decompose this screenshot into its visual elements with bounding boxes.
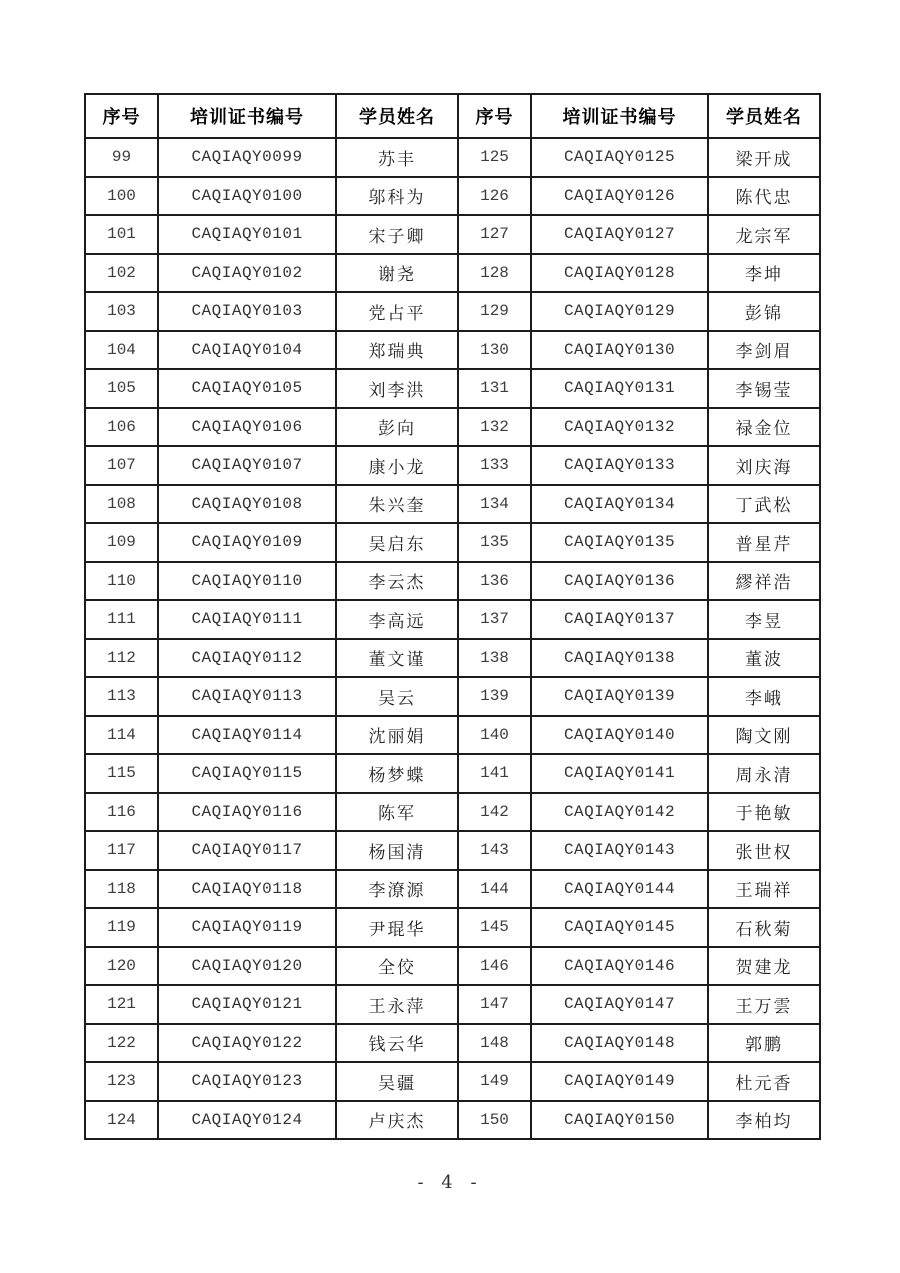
cell-serial-right: 144 bbox=[458, 870, 531, 909]
cell-name-right: 石秋菊 bbox=[708, 908, 820, 947]
cell-name-left: 李云杰 bbox=[336, 562, 458, 601]
cell-name-left: 钱云华 bbox=[336, 1024, 458, 1063]
table-row bbox=[85, 562, 820, 601]
cell-name-right: 李剑眉 bbox=[708, 331, 820, 370]
cell-serial-left: 106 bbox=[85, 408, 158, 447]
table-row bbox=[85, 177, 820, 216]
table-row bbox=[85, 446, 820, 485]
cell-serial-right: 139 bbox=[458, 677, 531, 716]
cell-serial-left: 120 bbox=[85, 947, 158, 986]
cell-name-left: 董文谨 bbox=[336, 639, 458, 678]
cell-serial-left: 108 bbox=[85, 485, 158, 524]
cell-cert-right: CAQIAQY0135 bbox=[531, 523, 708, 562]
cell-name-right: 刘庆海 bbox=[708, 446, 820, 485]
cell-serial-right: 137 bbox=[458, 600, 531, 639]
table-body bbox=[85, 138, 820, 1139]
cell-name-right: 杜元香 bbox=[708, 1062, 820, 1101]
table-row bbox=[85, 331, 820, 370]
table-row bbox=[85, 523, 820, 562]
cell-serial-right: 127 bbox=[458, 215, 531, 254]
cell-cert-left: CAQIAQY0112 bbox=[158, 639, 336, 678]
cell-name-right: 李昱 bbox=[708, 600, 820, 639]
cell-serial-right: 125 bbox=[458, 138, 531, 177]
cell-serial-left: 100 bbox=[85, 177, 158, 216]
cell-name-right: 陈代忠 bbox=[708, 177, 820, 216]
cell-serial-right: 132 bbox=[458, 408, 531, 447]
cell-name-right: 周永清 bbox=[708, 754, 820, 793]
cell-name-left: 朱兴奎 bbox=[336, 485, 458, 524]
cell-name-left: 吴启东 bbox=[336, 523, 458, 562]
cell-cert-right: CAQIAQY0134 bbox=[531, 485, 708, 524]
table-row bbox=[85, 485, 820, 524]
cell-serial-right: 126 bbox=[458, 177, 531, 216]
cell-cert-left: CAQIAQY0105 bbox=[158, 369, 336, 408]
cell-cert-right: CAQIAQY0139 bbox=[531, 677, 708, 716]
cell-serial-left: 112 bbox=[85, 639, 158, 678]
cell-cert-right: CAQIAQY0149 bbox=[531, 1062, 708, 1101]
cell-name-right: 张世权 bbox=[708, 831, 820, 870]
cell-serial-right: 131 bbox=[458, 369, 531, 408]
table-row bbox=[85, 369, 820, 408]
header-name-right: 学员姓名 bbox=[708, 94, 820, 138]
cell-serial-right: 146 bbox=[458, 947, 531, 986]
cell-name-left: 沈丽娟 bbox=[336, 716, 458, 755]
cell-cert-right: CAQIAQY0141 bbox=[531, 754, 708, 793]
cell-serial-right: 129 bbox=[458, 292, 531, 331]
cell-serial-left: 124 bbox=[85, 1101, 158, 1140]
cell-name-right: 丁武松 bbox=[708, 485, 820, 524]
cell-name-right: 陶文刚 bbox=[708, 716, 820, 755]
cell-serial-left: 123 bbox=[85, 1062, 158, 1101]
cell-name-left: 尹琨华 bbox=[336, 908, 458, 947]
cell-serial-left: 119 bbox=[85, 908, 158, 947]
table-row bbox=[85, 1062, 820, 1101]
cell-name-left: 杨国清 bbox=[336, 831, 458, 870]
cell-cert-left: CAQIAQY0113 bbox=[158, 677, 336, 716]
cell-name-right: 于艳敏 bbox=[708, 793, 820, 832]
cell-serial-left: 102 bbox=[85, 254, 158, 293]
cell-serial-left: 115 bbox=[85, 754, 158, 793]
cell-serial-left: 109 bbox=[85, 523, 158, 562]
cell-cert-left: CAQIAQY0101 bbox=[158, 215, 336, 254]
cell-cert-right: CAQIAQY0138 bbox=[531, 639, 708, 678]
table-row bbox=[85, 408, 820, 447]
cell-cert-right: CAQIAQY0148 bbox=[531, 1024, 708, 1063]
cell-name-right: 董波 bbox=[708, 639, 820, 678]
cell-cert-left: CAQIAQY0116 bbox=[158, 793, 336, 832]
table-row bbox=[85, 677, 820, 716]
table-header bbox=[85, 94, 820, 138]
header-serial-right: 序号 bbox=[458, 94, 531, 138]
cell-name-right: 李柏均 bbox=[708, 1101, 820, 1140]
cell-cert-left: CAQIAQY0117 bbox=[158, 831, 336, 870]
cell-serial-right: 138 bbox=[458, 639, 531, 678]
cell-cert-left: CAQIAQY0099 bbox=[158, 138, 336, 177]
cell-cert-right: CAQIAQY0132 bbox=[531, 408, 708, 447]
cell-cert-left: CAQIAQY0100 bbox=[158, 177, 336, 216]
cell-cert-left: CAQIAQY0114 bbox=[158, 716, 336, 755]
cell-name-left: 王永萍 bbox=[336, 985, 458, 1024]
header-cert-left: 培训证书编号 bbox=[158, 94, 336, 138]
table-row bbox=[85, 292, 820, 331]
cell-cert-right: CAQIAQY0136 bbox=[531, 562, 708, 601]
cell-serial-left: 101 bbox=[85, 215, 158, 254]
cell-cert-left: CAQIAQY0103 bbox=[158, 292, 336, 331]
cell-serial-left: 111 bbox=[85, 600, 158, 639]
cell-serial-left: 110 bbox=[85, 562, 158, 601]
cell-cert-right: CAQIAQY0129 bbox=[531, 292, 708, 331]
cell-cert-left: CAQIAQY0110 bbox=[158, 562, 336, 601]
cell-name-right: 王万雲 bbox=[708, 985, 820, 1024]
table-row bbox=[85, 1101, 820, 1140]
cell-serial-right: 140 bbox=[458, 716, 531, 755]
cell-cert-left: CAQIAQY0104 bbox=[158, 331, 336, 370]
cell-cert-right: CAQIAQY0143 bbox=[531, 831, 708, 870]
table-row bbox=[85, 254, 820, 293]
cell-name-right: 贺建龙 bbox=[708, 947, 820, 986]
cell-cert-left: CAQIAQY0119 bbox=[158, 908, 336, 947]
header-name-left: 学员姓名 bbox=[336, 94, 458, 138]
cell-name-right: 繆祥浩 bbox=[708, 562, 820, 601]
cell-cert-right: CAQIAQY0146 bbox=[531, 947, 708, 986]
cell-serial-right: 133 bbox=[458, 446, 531, 485]
cell-name-left: 卢庆杰 bbox=[336, 1101, 458, 1140]
cell-cert-right: CAQIAQY0133 bbox=[531, 446, 708, 485]
table-row bbox=[85, 908, 820, 947]
cell-serial-right: 142 bbox=[458, 793, 531, 832]
table-row bbox=[85, 985, 820, 1024]
cell-name-left: 全佼 bbox=[336, 947, 458, 986]
cell-serial-right: 135 bbox=[458, 523, 531, 562]
cell-serial-left: 99 bbox=[85, 138, 158, 177]
cell-serial-left: 105 bbox=[85, 369, 158, 408]
table-row bbox=[85, 1024, 820, 1063]
cell-serial-right: 150 bbox=[458, 1101, 531, 1140]
cell-cert-right: CAQIAQY0145 bbox=[531, 908, 708, 947]
cell-name-right: 李坤 bbox=[708, 254, 820, 293]
cell-serial-right: 136 bbox=[458, 562, 531, 601]
table-row bbox=[85, 870, 820, 909]
table-row bbox=[85, 639, 820, 678]
cell-name-right: 普星芹 bbox=[708, 523, 820, 562]
table-row bbox=[85, 138, 820, 177]
cell-serial-left: 103 bbox=[85, 292, 158, 331]
cell-serial-right: 141 bbox=[458, 754, 531, 793]
cell-cert-left: CAQIAQY0111 bbox=[158, 600, 336, 639]
cell-name-left: 李高远 bbox=[336, 600, 458, 639]
cell-serial-left: 113 bbox=[85, 677, 158, 716]
cell-serial-left: 122 bbox=[85, 1024, 158, 1063]
cell-name-right: 龙宗军 bbox=[708, 215, 820, 254]
cell-cert-right: CAQIAQY0131 bbox=[531, 369, 708, 408]
table-row bbox=[85, 947, 820, 986]
cell-cert-right: CAQIAQY0147 bbox=[531, 985, 708, 1024]
cell-serial-left: 121 bbox=[85, 985, 158, 1024]
header-cert-right: 培训证书编号 bbox=[531, 94, 708, 138]
table-row bbox=[85, 716, 820, 755]
cell-name-left: 宋子卿 bbox=[336, 215, 458, 254]
cell-cert-right: CAQIAQY0137 bbox=[531, 600, 708, 639]
certificate-roster-table bbox=[84, 93, 821, 1140]
cell-name-right: 彭锦 bbox=[708, 292, 820, 331]
cell-cert-left: CAQIAQY0102 bbox=[158, 254, 336, 293]
table-header-row bbox=[85, 94, 820, 138]
cell-serial-right: 130 bbox=[458, 331, 531, 370]
cell-serial-right: 149 bbox=[458, 1062, 531, 1101]
cell-cert-right: CAQIAQY0128 bbox=[531, 254, 708, 293]
table-row bbox=[85, 831, 820, 870]
cell-serial-left: 107 bbox=[85, 446, 158, 485]
cell-name-right: 王瑞祥 bbox=[708, 870, 820, 909]
cell-serial-right: 134 bbox=[458, 485, 531, 524]
table-row bbox=[85, 793, 820, 832]
page-number: - 4 - bbox=[417, 1172, 483, 1193]
cell-name-right: 李锡莹 bbox=[708, 369, 820, 408]
table-row bbox=[85, 215, 820, 254]
table-row bbox=[85, 600, 820, 639]
cell-serial-left: 116 bbox=[85, 793, 158, 832]
header-serial-left: 序号 bbox=[85, 94, 158, 138]
cell-serial-left: 117 bbox=[85, 831, 158, 870]
cell-name-left: 康小龙 bbox=[336, 446, 458, 485]
cell-cert-right: CAQIAQY0142 bbox=[531, 793, 708, 832]
cell-name-left: 吴疆 bbox=[336, 1062, 458, 1101]
cell-name-left: 刘李洪 bbox=[336, 369, 458, 408]
cell-name-left: 党占平 bbox=[336, 292, 458, 331]
cell-name-left: 陈军 bbox=[336, 793, 458, 832]
cell-name-left: 苏丰 bbox=[336, 138, 458, 177]
cell-name-right: 郭鹏 bbox=[708, 1024, 820, 1063]
cell-name-left: 郑瑞典 bbox=[336, 331, 458, 370]
cell-cert-left: CAQIAQY0122 bbox=[158, 1024, 336, 1063]
cell-serial-left: 118 bbox=[85, 870, 158, 909]
cell-cert-left: CAQIAQY0115 bbox=[158, 754, 336, 793]
cell-cert-right: CAQIAQY0130 bbox=[531, 331, 708, 370]
cell-name-left: 邬科为 bbox=[336, 177, 458, 216]
cell-cert-right: CAQIAQY0150 bbox=[531, 1101, 708, 1140]
cell-serial-left: 114 bbox=[85, 716, 158, 755]
cell-cert-left: CAQIAQY0107 bbox=[158, 446, 336, 485]
cell-serial-right: 145 bbox=[458, 908, 531, 947]
cell-cert-right: CAQIAQY0127 bbox=[531, 215, 708, 254]
cell-name-left: 谢尧 bbox=[336, 254, 458, 293]
cell-cert-left: CAQIAQY0106 bbox=[158, 408, 336, 447]
cell-name-right: 禄金位 bbox=[708, 408, 820, 447]
cell-cert-left: CAQIAQY0121 bbox=[158, 985, 336, 1024]
cell-name-left: 李潦源 bbox=[336, 870, 458, 909]
cell-serial-right: 143 bbox=[458, 831, 531, 870]
cell-name-right: 梁开成 bbox=[708, 138, 820, 177]
cell-cert-left: CAQIAQY0123 bbox=[158, 1062, 336, 1101]
cell-cert-left: CAQIAQY0120 bbox=[158, 947, 336, 986]
cell-serial-left: 104 bbox=[85, 331, 158, 370]
cell-serial-right: 148 bbox=[458, 1024, 531, 1063]
cell-name-right: 李峨 bbox=[708, 677, 820, 716]
cell-serial-right: 147 bbox=[458, 985, 531, 1024]
cell-name-left: 吴云 bbox=[336, 677, 458, 716]
cell-cert-right: CAQIAQY0125 bbox=[531, 138, 708, 177]
cell-cert-right: CAQIAQY0140 bbox=[531, 716, 708, 755]
cell-name-left: 杨梦蝶 bbox=[336, 754, 458, 793]
cell-cert-left: CAQIAQY0109 bbox=[158, 523, 336, 562]
cell-cert-left: CAQIAQY0118 bbox=[158, 870, 336, 909]
cell-serial-right: 128 bbox=[458, 254, 531, 293]
cell-cert-left: CAQIAQY0108 bbox=[158, 485, 336, 524]
cell-cert-right: CAQIAQY0144 bbox=[531, 870, 708, 909]
cell-name-left: 彭向 bbox=[336, 408, 458, 447]
cell-cert-left: CAQIAQY0124 bbox=[158, 1101, 336, 1140]
cell-cert-right: CAQIAQY0126 bbox=[531, 177, 708, 216]
table-row bbox=[85, 754, 820, 793]
